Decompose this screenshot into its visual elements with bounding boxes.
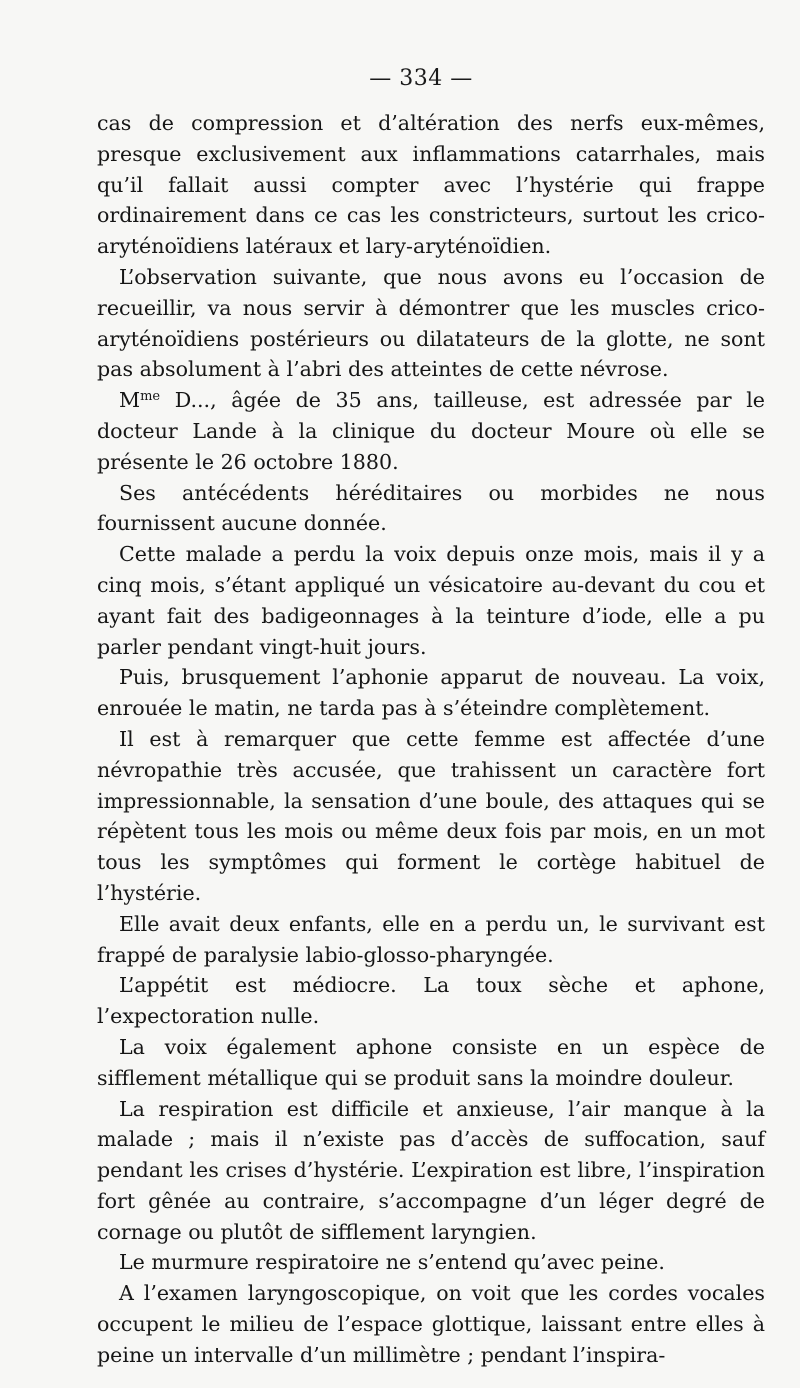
title-prefix: M — [119, 388, 141, 413]
paragraph-antecedents: Ses antécédents héréditaires ou morbides ne nous fournissent aucune donnée. — [97, 480, 765, 536]
paragraph-voice-loss: Cette malade a perdu la voix depuis onze mois, mais il y a cinq mois, s’étant appliqué un vésicatoire au-devant du cou et ayant fait des badigeonnages à la teinture d’iode, elle a pu parler pendant vingt-huit jours. — [97, 542, 765, 659]
paragraph-murmur: Le murmure respiratoire ne s’entend qu’avec peine. — [119, 1250, 665, 1275]
page-number: — 334 — — [369, 66, 473, 91]
paragraph-continuation: cas de compression et d’altération des nerfs eux-mêmes, presque exclusivement aux inflammations catarrhales, mais qu’il fallait aussi compter avec l’hystérie qui frappe ordinairement dans ce cas les constricteurs, surtout les crico-aryténoïdiens latéraux et lary-aryténoïdien. — [97, 111, 765, 259]
paragraph-respiration: La respiration est difficile et anxieuse, l’air manque à la malade ; mais il n’existe pas d’accès de suffocation, sauf pendant les crises d’hystérie. L’expiration est libre, l’inspiration fort gênée au contraire, s’accompagne d’un léger degré de cornage ou plutôt de sifflement laryngien. — [97, 1096, 765, 1244]
title-superscript: me — [140, 389, 161, 405]
body-text — [97, 108, 765, 1371]
paragraph-patient-intro — [97, 385, 765, 477]
paragraph-appetite: L’appétit est médiocre. La toux sèche et aphone, l’expectoration nulle. — [97, 973, 765, 1029]
paragraph-voice-description: La voix également aphone consiste en un espèce de sifflement métallique qui se produit sans la moindre douleur. — [97, 1034, 765, 1090]
paragraph-children: Elle avait deux enfants, elle en a perdu un, le survivant est frappé de paralysie labio-glosso-pharyngée. — [97, 911, 765, 967]
paragraph-neuropathy: Il est à remarquer que cette femme est affectée d’une névropathie très accusée, que trahissent un caractère fort impressionnable, la sensation d’une boule, des attaques qui se répètent tous les mois ou même deux fois par mois, en un mot tous les symptômes qui forment le cortège habituel de l’hystérie. — [97, 726, 765, 905]
patient-intro-text: D..., âgée de 35 ans, tailleuse, est adressée par le docteur Lande à la clinique du docteur Moure où elle se présente le 26 octobre 1880. — [97, 388, 765, 474]
paragraph-aphonia-return: Puis, brusquement l’aphonie apparut de nouveau. La voix, enrouée le matin, ne tarda pas à s’éteindre complètement. — [97, 665, 765, 721]
paragraph-laryngoscopy: A l’examen laryngoscopique, on voit que les cordes vocales occupent le milieu de l’espace glottique, laissant entre elles à peine un intervalle d’un millimètre ; pendant l’inspira- — [97, 1281, 765, 1367]
paragraph-observation-intro: L’observation suivante, que nous avons eu l’occasion de recueillir, va nous servir à démontrer que les muscles crico-aryténoïdiens postérieurs ou dilatateurs de la glotte, ne sont pas absolument à l’abri des atteintes de cette névrose. — [97, 264, 765, 382]
